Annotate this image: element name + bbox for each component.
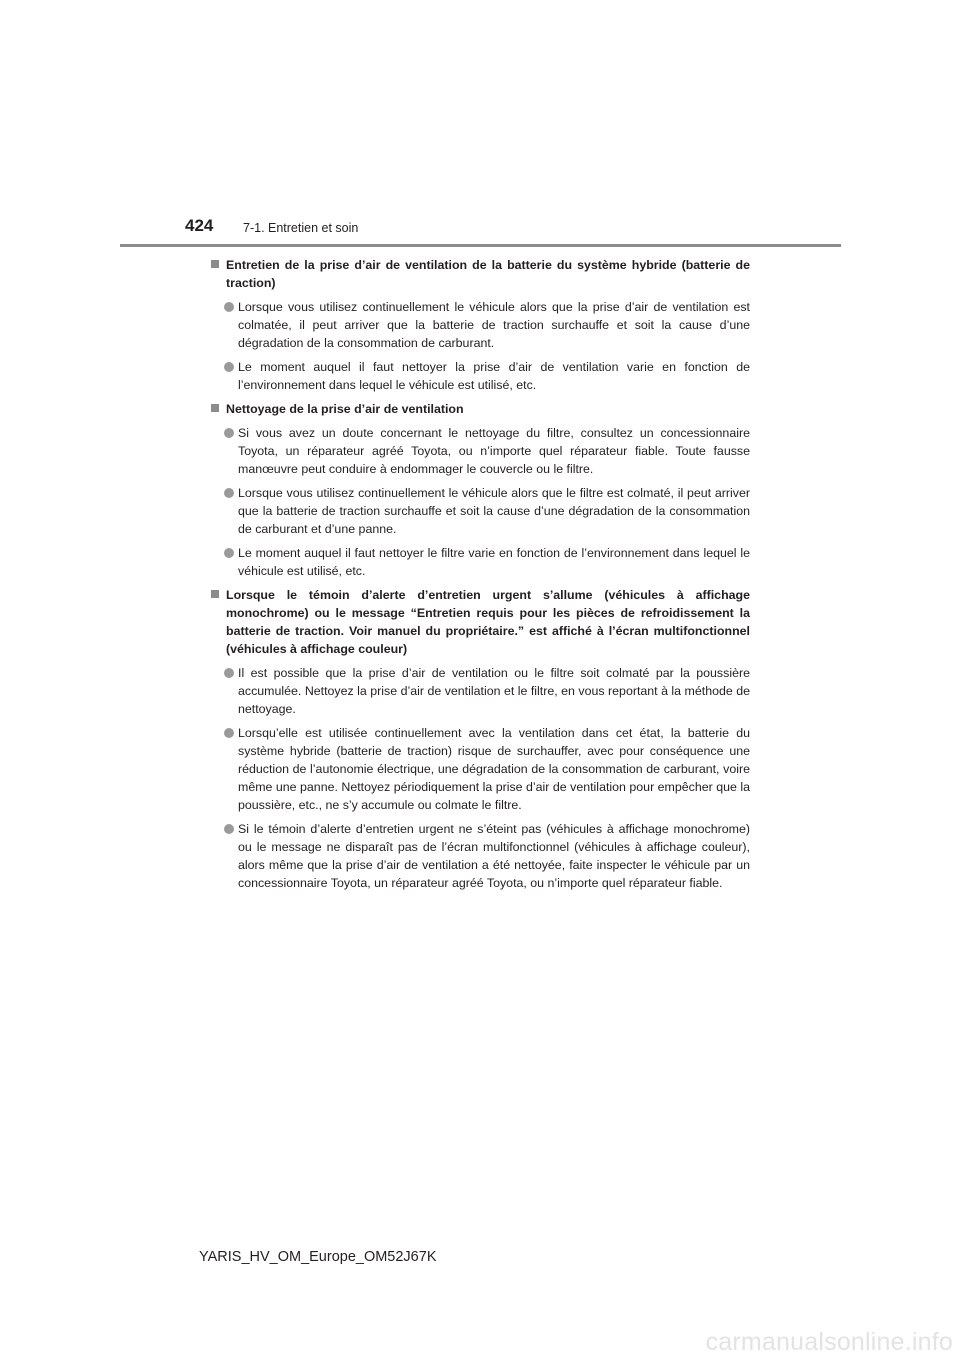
section <box>210 256 750 394</box>
section-heading <box>210 256 750 292</box>
list-item <box>210 544 750 580</box>
list-item-text: Lorsque vous utilisez continuellement le véhicule alors que le filtre est colmaté, il peut arriver que la batterie de traction surchauffe et soit la cause d’une dégradation de la consommation de carburant et d’une panne. <box>238 486 750 536</box>
section-heading-text: Lorsque le témoin d’alerte d’entretien urgent s’allume (véhicules à affichage monochrome) ou le message “Entretien requis pour les pièces de refroidissement la batterie de traction. Voir manuel du propriétaire.” est affiché à l’écran multifonctionnel (véhicules à affichage couleur) <box>226 588 750 656</box>
round-bullet-icon <box>224 362 234 372</box>
list-item <box>210 298 750 352</box>
section-heading <box>210 400 750 418</box>
section-heading-text: Nettoyage de la prise d’air de ventilation <box>226 402 464 416</box>
list-item <box>210 358 750 394</box>
watermark-text: carmanualsonline.info <box>705 1328 953 1356</box>
section-heading-text: Entretien de la prise d’air de ventilation de la batterie du système hybride (batterie de traction) <box>226 258 750 290</box>
list-item <box>210 820 750 892</box>
list-item <box>210 724 750 814</box>
square-bullet-icon <box>211 260 219 268</box>
page-number: 424 <box>185 216 214 235</box>
round-bullet-icon <box>224 668 234 678</box>
header-rule <box>120 244 841 247</box>
round-bullet-icon <box>224 302 234 312</box>
section-title: 7-1. Entretien et soin <box>243 221 359 235</box>
square-bullet-icon <box>211 404 219 412</box>
round-bullet-icon <box>224 548 234 558</box>
section <box>210 400 750 580</box>
list-item-text: Si vous avez un doute concernant le nettoyage du filtre, consultez un concessionnaire Toyota, un réparateur agréé Toyota, ou n’importe quel réparateur fiable. Toute fausse manœuvre peut conduire à endommager le couvercle ou le filtre. <box>238 426 750 476</box>
list-item-text: Le moment auquel il faut nettoyer le filtre varie en fonction de l’environnement dans lequel le véhicule est utilisé, etc. <box>238 546 750 578</box>
list-item <box>210 424 750 478</box>
round-bullet-icon <box>224 728 234 738</box>
list-item-text: Si le témoin d’alerte d’entretien urgent ne s’éteint pas (véhicules à affichage monochrome) ou le message ne disparaît pas de l’écran multifonctionnel (véhicules à affichage couleur), alors même que la prise d’air de ventilation a été nettoyée, faite inspecter le véhicule par un concessionnaire Toyota, un réparateur agréé Toyota, ou n’importe quel réparateur fiable. <box>238 822 750 890</box>
square-bullet-icon <box>211 590 219 598</box>
list-item <box>210 664 750 718</box>
round-bullet-icon <box>224 488 234 498</box>
list-item-text: Le moment auquel il faut nettoyer la prise d’air de ventilation varie en fonction de l’environnement dans lequel le véhicule est utilisé, etc. <box>238 360 750 392</box>
page-content <box>210 256 750 898</box>
round-bullet-icon <box>224 428 234 438</box>
section <box>210 586 750 892</box>
list-item <box>210 484 750 538</box>
list-item-text: Lorsqu’elle est utilisée continuellement avec la ventilation dans cet état, la batterie du système hybride (batterie de traction) risque de surchauffer, avec pour conséquence une réduction de l’autonomie électrique, une dégradation de la consommation de carburant, voire même une panne. Nettoyez périodiquement la prise d’air de ventilation pour empêcher que la poussière, etc., ne s’y accumule ou colmate le filtre. <box>238 726 750 812</box>
list-item-text: Il est possible que la prise d’air de ventilation ou le filtre soit colmaté par la poussière accumulée. Nettoyez la prise d’air de ventilation et le filtre, en vous reportant à la méthode de nettoyage. <box>238 666 750 716</box>
footer-doc-code: YARIS_HV_OM_Europe_OM52J67K <box>199 1249 437 1265</box>
section-heading <box>210 586 750 658</box>
round-bullet-icon <box>224 824 234 834</box>
list-item-text: Lorsque vous utilisez continuellement le véhicule alors que la prise d’air de ventilation est colmatée, il peut arriver que la batterie de traction surchauffe et soit la cause d’une dégradation de la consommation de carburant. <box>238 300 750 350</box>
